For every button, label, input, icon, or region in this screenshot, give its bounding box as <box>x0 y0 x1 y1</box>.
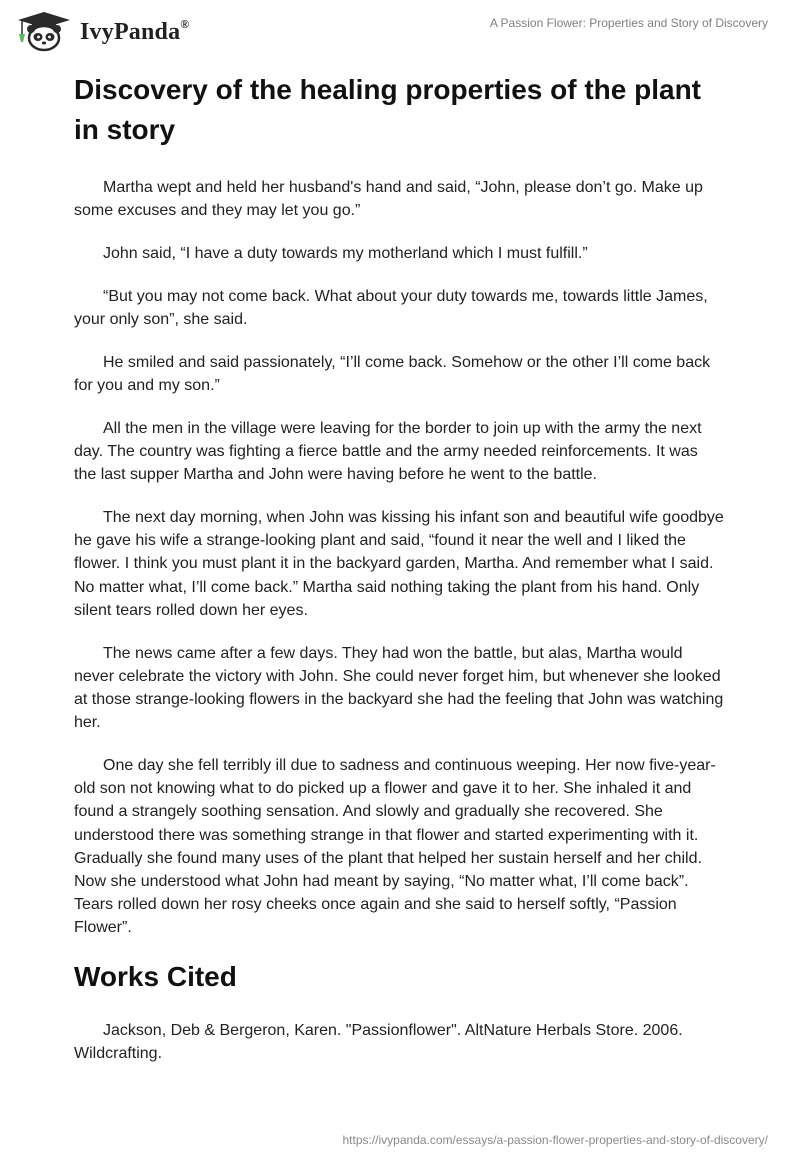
article-content <box>74 70 724 1085</box>
paragraph: All the men in the village were leaving for the border to join up with the army the next day. The country was fighting a fierce battle and the army needed reinforcements. It was the last supper Martha and John were having before he went to the battle. <box>74 419 702 484</box>
paragraph: The next day morning, when John was kissing his infant son and beautiful wife goodbye he gave his wife a strange-looking plant and said, “found it near the well and I liked the flower. I think you must plant it in the backyard garden, Martha. And remember what I said. No matter what, I’ll come back.” Martha said nothing taking the plant from his hand. Only silent tears rolled down her eyes. <box>74 509 724 619</box>
paragraph: Martha wept and held her husband's hand and said, “John, please don’t go. Make up some excuses and they may let you go.” <box>74 179 703 220</box>
page-header <box>0 0 800 62</box>
paragraph: “But you may not come back. What about your duty towards me, towards little James, your only son”, she said. <box>74 287 708 328</box>
panda-graduate-logo-icon[interactable] <box>14 10 78 52</box>
brand-name[interactable]: IvyPanda® <box>80 17 190 45</box>
registered-mark: ® <box>180 17 190 31</box>
article-heading: Discovery of the healing properties of the plant in story <box>74 74 701 145</box>
document-title: A Passion Flower: Properties and Story of Discovery <box>489 16 768 30</box>
paragraph: He smiled and said passionately, “I’ll come back. Somehow or the other I’ll come back for you and my son.” <box>74 353 711 394</box>
footer-url[interactable]: https://ivypanda.com/essays/a-passion-flower-properties-and-story-of-discovery/ <box>342 1133 768 1147</box>
paragraph: John said, “I have a duty towards my motherland which I must fulfill.” <box>103 245 588 262</box>
paragraph: The news came after a few days. They had won the battle, but alas, Martha would never celebrate the victory with John. She could never forget him, but whenever she looked at those strange-looking flowers in the backyard she had the feeling that John was watching her. <box>74 644 724 732</box>
paragraph: One day she fell terribly ill due to sadness and continuous weeping. Her now five-year-old son not knowing what to do picked up a flower and gave it to her. She inhaled it and found a strangely soothing sensation. And slowly and gradually she recovered. She understood there was something strange in that flower and started experimenting with it. Gradually she found many uses of the plant that helped her sustain herself and her child. Now she understood what John had meant by saying, “No matter what, I’ll come back”. Tears rolled down her rosy cheeks once again and she said to herself softly, “Passion Flower”. <box>74 757 716 937</box>
works-cited-heading: Works Cited <box>74 961 237 993</box>
citation-entry: Jackson, Deb & Bergeron, Karen. "Passionflower". AltNature Herbals Store. 2006. Wildcrafting. <box>74 1022 683 1063</box>
